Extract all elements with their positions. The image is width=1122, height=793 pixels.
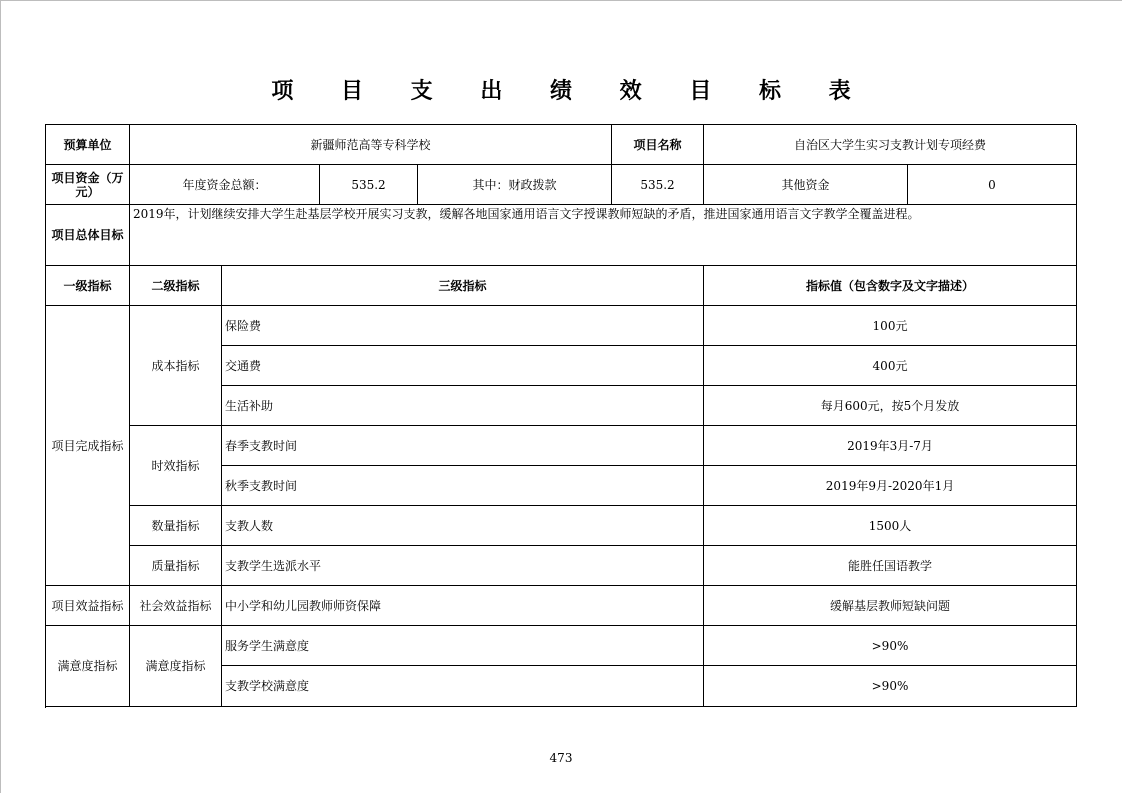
indicator-student-level: 支教学生选派水平 <box>222 546 704 586</box>
subgroup-quantity: 数量指标 <box>130 506 222 546</box>
project-funds-label: 项目资金（万元） <box>46 165 130 205</box>
column-header-level2: 二级指标 <box>130 266 222 306</box>
value-living-subsidy: 每月600元，按5个月发放 <box>704 386 1077 426</box>
column-header-level1: 一级指标 <box>46 266 130 306</box>
subgroup-satisfaction: 满意度指标 <box>130 626 222 707</box>
overall-goal-label: 项目总体目标 <box>46 205 130 266</box>
column-header-level3: 三级指标 <box>222 266 704 306</box>
project-name-label: 项目名称 <box>612 125 704 165</box>
overall-goal-text: 2019年，计划继续安排大学生赴基层学校开展实习支教，缓解各地国家通用语言文字授课教师短缺的矛盾，推进国家通用语言文字教学全覆盖进程。 <box>130 205 1077 266</box>
indicator-teacher-count: 支教人数 <box>222 506 704 546</box>
annual-total-value: 535.2 <box>320 165 418 205</box>
value-staffing: 缓解基层教师短缺问题 <box>704 586 1077 626</box>
other-funds-value: 0 <box>908 165 1077 205</box>
group-benefit: 项目效益指标 <box>46 586 130 626</box>
performance-table <box>45 124 1076 708</box>
indicator-staffing: 中小学和幼儿园教师师资保障 <box>222 586 704 626</box>
other-funds-label: 其他资金 <box>704 165 908 205</box>
value-school-satisfaction: >90% <box>704 666 1077 707</box>
page-edge-left <box>0 0 1 793</box>
page-title: 项 目 支 出 绩 效 目 标 表 <box>271 79 871 104</box>
annual-total-label: 年度资金总额： <box>130 165 320 205</box>
fiscal-allocation-value: 535.2 <box>612 165 704 205</box>
value-insurance: 100元 <box>704 306 1077 346</box>
value-student-satisfaction: >90% <box>704 626 1077 666</box>
page-number: 473 <box>549 751 573 765</box>
project-name-value: 自治区大学生实习支教计划专项经费 <box>704 125 1077 165</box>
value-spring-term: 2019年3月-7月 <box>704 426 1077 466</box>
indicator-autumn-term: 秋季支教时间 <box>222 466 704 506</box>
group-completion: 项目完成指标 <box>46 306 130 586</box>
subgroup-social: 社会效益指标 <box>130 586 222 626</box>
budget-unit-value: 新疆师范高等专科学校 <box>130 125 612 165</box>
group-satisfaction: 满意度指标 <box>46 626 130 707</box>
fiscal-allocation-label: 其中：财政拨款 <box>418 165 612 205</box>
indicator-student-satisfaction: 服务学生满意度 <box>222 626 704 666</box>
indicator-school-satisfaction: 支教学校满意度 <box>222 666 704 707</box>
indicator-insurance: 保险费 <box>222 306 704 346</box>
budget-unit-label: 预算单位 <box>46 125 130 165</box>
subgroup-cost: 成本指标 <box>130 306 222 426</box>
indicator-spring-term: 春季支教时间 <box>222 426 704 466</box>
page-edge-top <box>0 0 1122 1</box>
indicator-living-subsidy: 生活补助 <box>222 386 704 426</box>
subgroup-timeliness: 时效指标 <box>130 426 222 506</box>
column-header-value: 指标值（包含数字及文字描述） <box>704 266 1077 306</box>
subgroup-quality: 质量指标 <box>130 546 222 586</box>
value-student-level: 能胜任国语教学 <box>704 546 1077 586</box>
value-transport: 400元 <box>704 346 1077 386</box>
value-teacher-count: 1500人 <box>704 506 1077 546</box>
indicator-transport: 交通费 <box>222 346 704 386</box>
value-autumn-term: 2019年9月-2020年1月 <box>704 466 1077 506</box>
